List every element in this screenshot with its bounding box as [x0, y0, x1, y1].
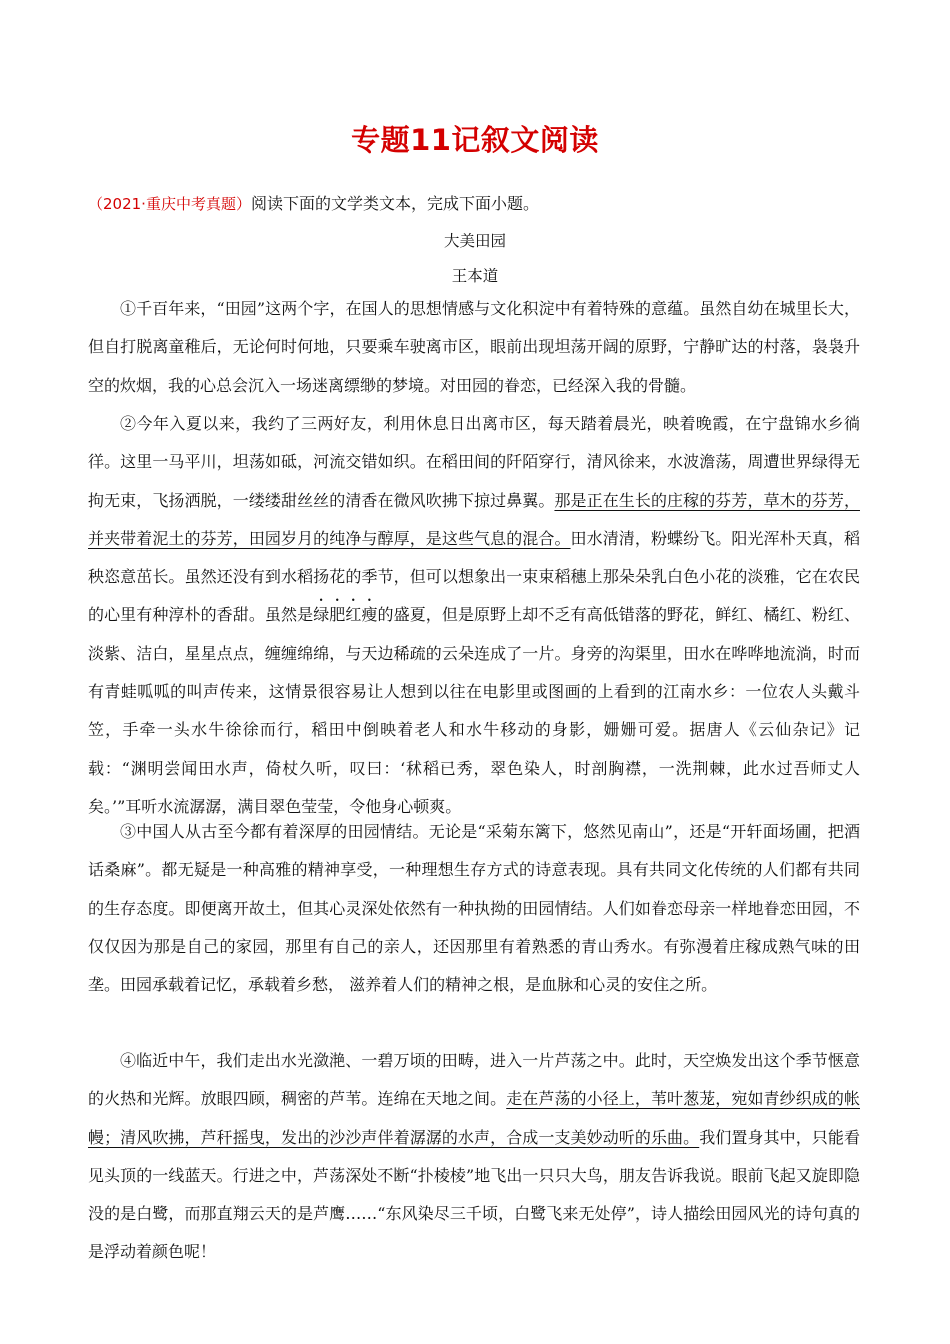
- paragraph-2-part-a: ②今年入夏以来，我约了三两好友，利用休息日出离市区，每天踏着晨光，映着晚霞，在宁盘锦水乡徜徉。这里一马平川，坦荡如砥，河流交错如织。在稻田间的阡陌穿行，清风徐来，水波澹荡，周遭世界绿得无拘无束，飞扬洒脱，一缕缕甜丝丝的清香在微风吹拂下掠过鼻翼。: [88, 414, 860, 510]
- underlined-sentence-2: 走在芦荡的小径上，苇叶葱茏，宛如青纱织成的帐幔；清风吹拂，芦秆摇曳，发出的沙沙声伴着潺潺的水声，合成一支美妙动听的乐曲。: [88, 1089, 860, 1147]
- paragraph-4-part-a: ④临近中午，我们走出水光潋滟、一碧万顷的田畴，进入一片芦荡之中。此时，天空焕发出这个季节惬意的火热和光辉。放眼四顾，稠密的芦苇。连绵在天地之间。: [88, 1051, 860, 1109]
- dotted-phrase: 绿肥红瘦: [313, 605, 378, 625]
- instruction-text: 阅读下面的文学类文本，完成下面小题。: [250, 194, 539, 213]
- page-title: 专题11记叙文阅读: [351, 123, 599, 157]
- paragraph-2-part-c: 的盛夏，但是原野上却不乏有高低错落的野花，鲜红、橘红、粉红、淡紫、洁白，星星点点，缠缠绵绵，与天边稀疏的云朵连成了一片。身旁的沟渠里，田水在哗哗地流淌，时而有青蛙呱呱的叫声传来，这情景很容易让人想到以往在电影里或图画的上看到的江南水乡：一位农人头戴斗笠，手牵一头水牛徐徐而行，稻田中倒映着老人和水牛移动的身影，姗姗可爱。据唐人《云仙杂记》记载：“渊明尝闻田水声，倚杖久听，叹曰：‘秫稻已秀，翠色染人，时剖胸襟，一洗荆棘，此水过吾师丈人矣。’”耳听水流潺潺，满目翠色莹莹，令他身心顿爽。: [88, 605, 860, 816]
- underlined-sentence-1: 那是正在生长的庄稼的芬芳，草木的芬芳，并夹带着泥土的芬芳，田园岁月的纯净与醇厚，是这些气息的混合。: [88, 490, 860, 548]
- paragraph-2: [88, 405, 860, 826]
- question-intro: [88, 191, 539, 214]
- paragraph-4-part-b: 我们置身其中，只能看见头顶的一线蓝天。行进之中，芦荡深处不断“扑棱棱”地飞出一只只大鸟，朋友告诉我说。眼前飞起又旋即隐没的是白鹭，而那直翔云天的是芦鹰……“东风染尽三千顷，白鹭飞来无处停”，诗人描绘田园风光的诗句真的是浮动着颜色呢！: [88, 1127, 860, 1262]
- paragraph-2-part-b: 田水清清，粉蝶纷飞。阳光浑朴天真，稻秧恣意茁长。虽然还没有到水稻扬花的季节，但可以想象出一束束稻穗上那朵朵乳白色小花的淡雅，它在农民的心里有种淳朴的香甜。虽然是: [88, 528, 860, 625]
- source-tag: （2021·重庆中考真题）: [88, 195, 251, 213]
- article-heading: 大美田园: [443, 232, 506, 250]
- paragraph-4: [88, 1042, 860, 1272]
- article-author: 王本道: [451, 267, 499, 285]
- paragraph-3: ③中国人从古至今都有着深厚的田园情结。无论是“采菊东篱下，悠然见南山”，还是“开轩面场圃，把酒话桑麻”。都无疑是一种高雅的精神享受，一种理想生存方式的诗意表现。具有共同文化传统的人们都有共同的生存态度。即便离开故土，但其心灵深处依然有一种执拗的田园情结。人们如眷恋母亲一样地眷恋田园，不仅仅因为那是自己的家园，那里有自己的亲人，还因那里有着熟悉的青山秀水。有弥漫着庄稼成熟气味的田垄。田园承载着记忆，承载着乡愁， 滋养着人们的精神之根，是血脉和心灵的安住之所。: [88, 822, 860, 995]
- paragraph-1: ①千百年来，“田园”这两个字，在国人的思想情感与文化积淀中有着特殊的意蕴。虽然自幼在城里长大，但自打脱离童稚后，无论何时何地，只要乘车驶离市区，眼前出现坦荡开阔的原野，宁静旷达的村落，袅袅升空的炊烟，我的心总会沉入一场迷离缥缈的梦境。对田园的眷恋，已经深入我的骨髓。: [88, 299, 860, 395]
